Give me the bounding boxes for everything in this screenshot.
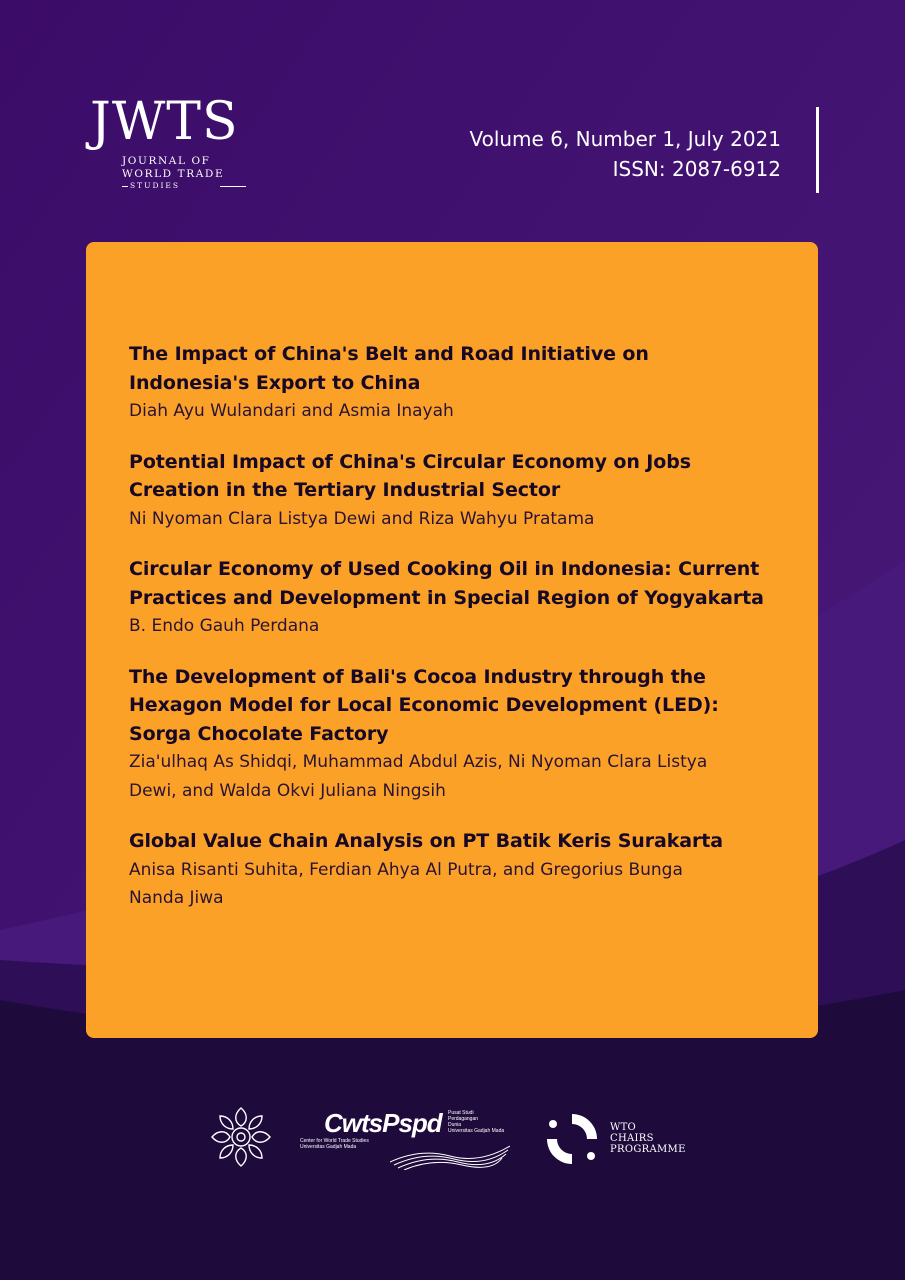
cwts-logo-left-caption: Center for World Trade Studies Universitas Gadjah Mada bbox=[300, 1138, 369, 1150]
article-authors: B. Endo Gauh Perdana bbox=[129, 616, 320, 636]
article-authors: Diah Ayu Wulandari and Asmia Inayah bbox=[129, 401, 454, 421]
journal-logo-wordmark: JWTS bbox=[90, 92, 239, 152]
article-title: Global Value Chain Analysis on PT Batik Keris Surakarta bbox=[129, 830, 723, 852]
header-divider bbox=[816, 107, 819, 193]
article-title: Potential Impact of China's Circular Economy on Jobs Creation in the Tertiary Industrial Sector bbox=[129, 450, 691, 501]
cwts-pspd-logo bbox=[300, 1110, 520, 1170]
journal-logo-rule-left bbox=[122, 186, 128, 187]
article-authors: Ni Nyoman Clara Listya Dewi and Riza Wahyu Pratama bbox=[129, 508, 595, 529]
wto-chairs-icon bbox=[541, 1108, 603, 1170]
cwts-logo-wordmark: CwtsPspd bbox=[324, 1108, 442, 1138]
journal-logo-line-3: STUDIES bbox=[130, 181, 181, 190]
article-title: The Development of Bali's Cocoa Industry through the Hexagon Model for Local Economic Development (LED): Sorga Chocolate Factory bbox=[129, 665, 719, 745]
journal-logo-line-2: WORLD TRADE bbox=[122, 168, 225, 180]
wto-chairs-text: WTO CHAIRS PROGRAMME bbox=[610, 1122, 686, 1155]
article-item bbox=[129, 827, 789, 913]
article-item bbox=[129, 340, 789, 426]
issn-line: ISSN: 2087-6912 bbox=[612, 157, 781, 181]
cwts-logo-right-caption: Pusat Studi Perdagangan Dunia Universitas Gadjah Mada bbox=[448, 1110, 505, 1134]
partner-logos bbox=[0, 1100, 905, 1180]
issue-info bbox=[469, 124, 781, 184]
article-list bbox=[129, 340, 789, 935]
ugm-seal-icon bbox=[208, 1104, 274, 1170]
journal-logo-line-1: JOURNAL OF bbox=[122, 155, 211, 167]
cwts-waves-icon bbox=[390, 1140, 510, 1170]
journal-logo-rule-right bbox=[220, 186, 246, 187]
article-authors: Zia'ulhaq As Shidqi, Muhammad Abdul Azis, Ni Nyoman Clara Listya Dewi, and Walda Okvi Juliana Ningsih bbox=[129, 752, 708, 801]
article-title: The Impact of China's Belt and Road Initiative on Indonesia's Export to China bbox=[129, 343, 649, 394]
volume-line: Volume 6, Number 1, July 2021 bbox=[469, 127, 781, 151]
article-item bbox=[129, 555, 789, 641]
article-item bbox=[129, 448, 789, 534]
article-title: Circular Economy of Used Cooking Oil in Indonesia: Current Practices and Development in Special Region of Yogyakarta bbox=[129, 558, 764, 609]
journal-logo bbox=[86, 92, 266, 200]
article-item bbox=[129, 663, 789, 806]
article-authors: Anisa Risanti Suhita, Ferdian Ahya Al Putra, and Gregorius Bunga Nanda Jiwa bbox=[129, 859, 683, 908]
